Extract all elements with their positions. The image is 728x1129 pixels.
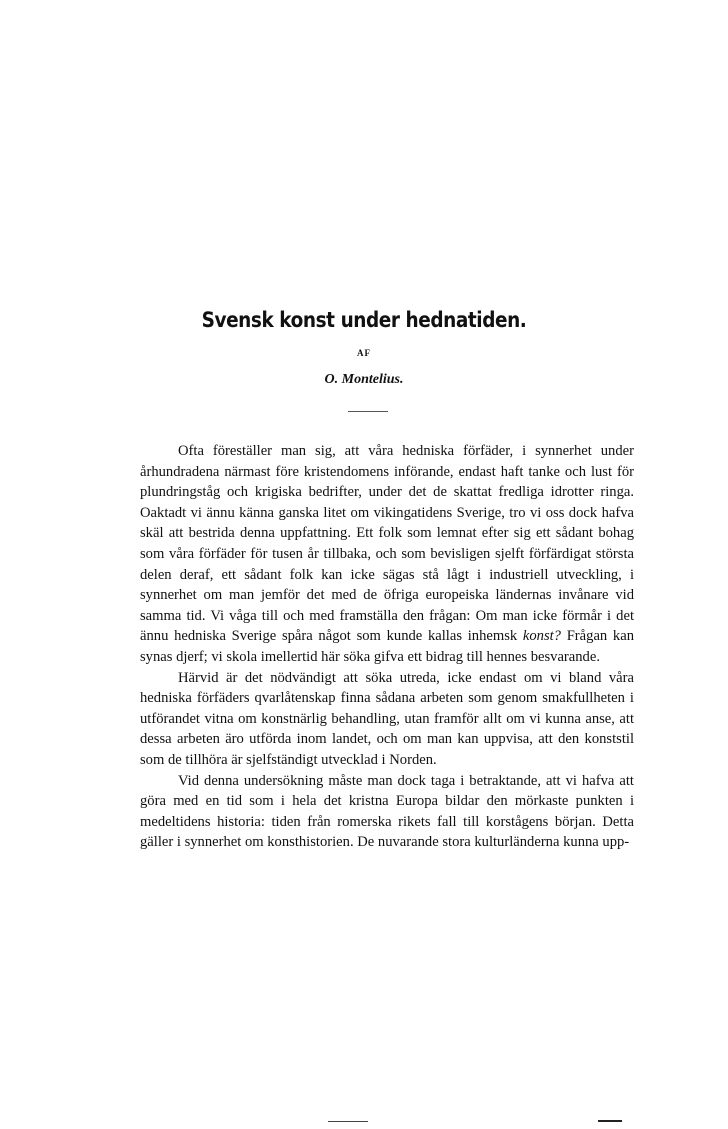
paragraph-2: Härvid är det nödvändigt att söka utreda, icke endast om vi bland våra hedniska förfäders qvarlåtenskap finna sådana arbeten som genom smakfullheten i utförandet vitna om konstnärlig behandling, utan framför allt om vi kunna anse, att dessa arbeten äro utförda inom landet, och om man kan uppvisa, att den konststil som de tillhöra är sjelfständigt utvecklad i Norden. (140, 669, 634, 768)
paragraph-1 (140, 441, 634, 668)
article-title: Svensk konst under hednatiden. (201, 308, 527, 332)
footer-rule-center (328, 1121, 368, 1122)
byline-af: AF (357, 348, 371, 358)
article-body (140, 441, 634, 853)
footer-rule-right (598, 1120, 622, 1122)
paragraph-3: Vid denna undersökning måste man dock taga i betraktande, att vi hafva att göra med en tid som i hela det kristna Europa bildar den mörkaste punkten i medeltidens historia: tiden från romerska rikets fall till korstågens början. Detta gäller i synnerhet om konsthistorien. De nuvarande stora kulturländerna kunna upp- (140, 772, 634, 851)
paragraph-1-emphasis: konst? (522, 628, 561, 645)
author-name: O. Montelius. (324, 372, 404, 387)
paragraph-1-text-a: Ofta föreställer man sig, att våra hedniska förfäder, i synnerhet under århundradena närmast före kristendomens införande, endast haft tanke och lust för plundringståg och krigiska bedrifter, under det de skattat fredliga idrotter ringa. Oaktadt vi ännu känna ganska litet om vikingatidens Sverige, tro vi oss dock hafva skäl att bestrida denna uppfattning. Ett folk som lemnat efter sig ett sådant bohag som våra förfäder för tusen år tillbaka, och som bevisligen sjelft förfärdigat största delen deraf, ett sådant folk kan icke sägas stå lågt i industriell utveckling, i synnerhet om man jemför det med de öfriga europeiska ländernas invånare vid samma tid. Vi våga till och med framställa den frågan: Om man icke förmår i det ännu hedniska Sverige spåra något som kunde kallas inhemsk (140, 443, 634, 645)
title-divider (348, 411, 388, 412)
paragraph-1-text-b: Frågan kan synas djerf; vi skola imellertid här söka gifva ett bidrag till hennes besvarande. (140, 628, 634, 665)
